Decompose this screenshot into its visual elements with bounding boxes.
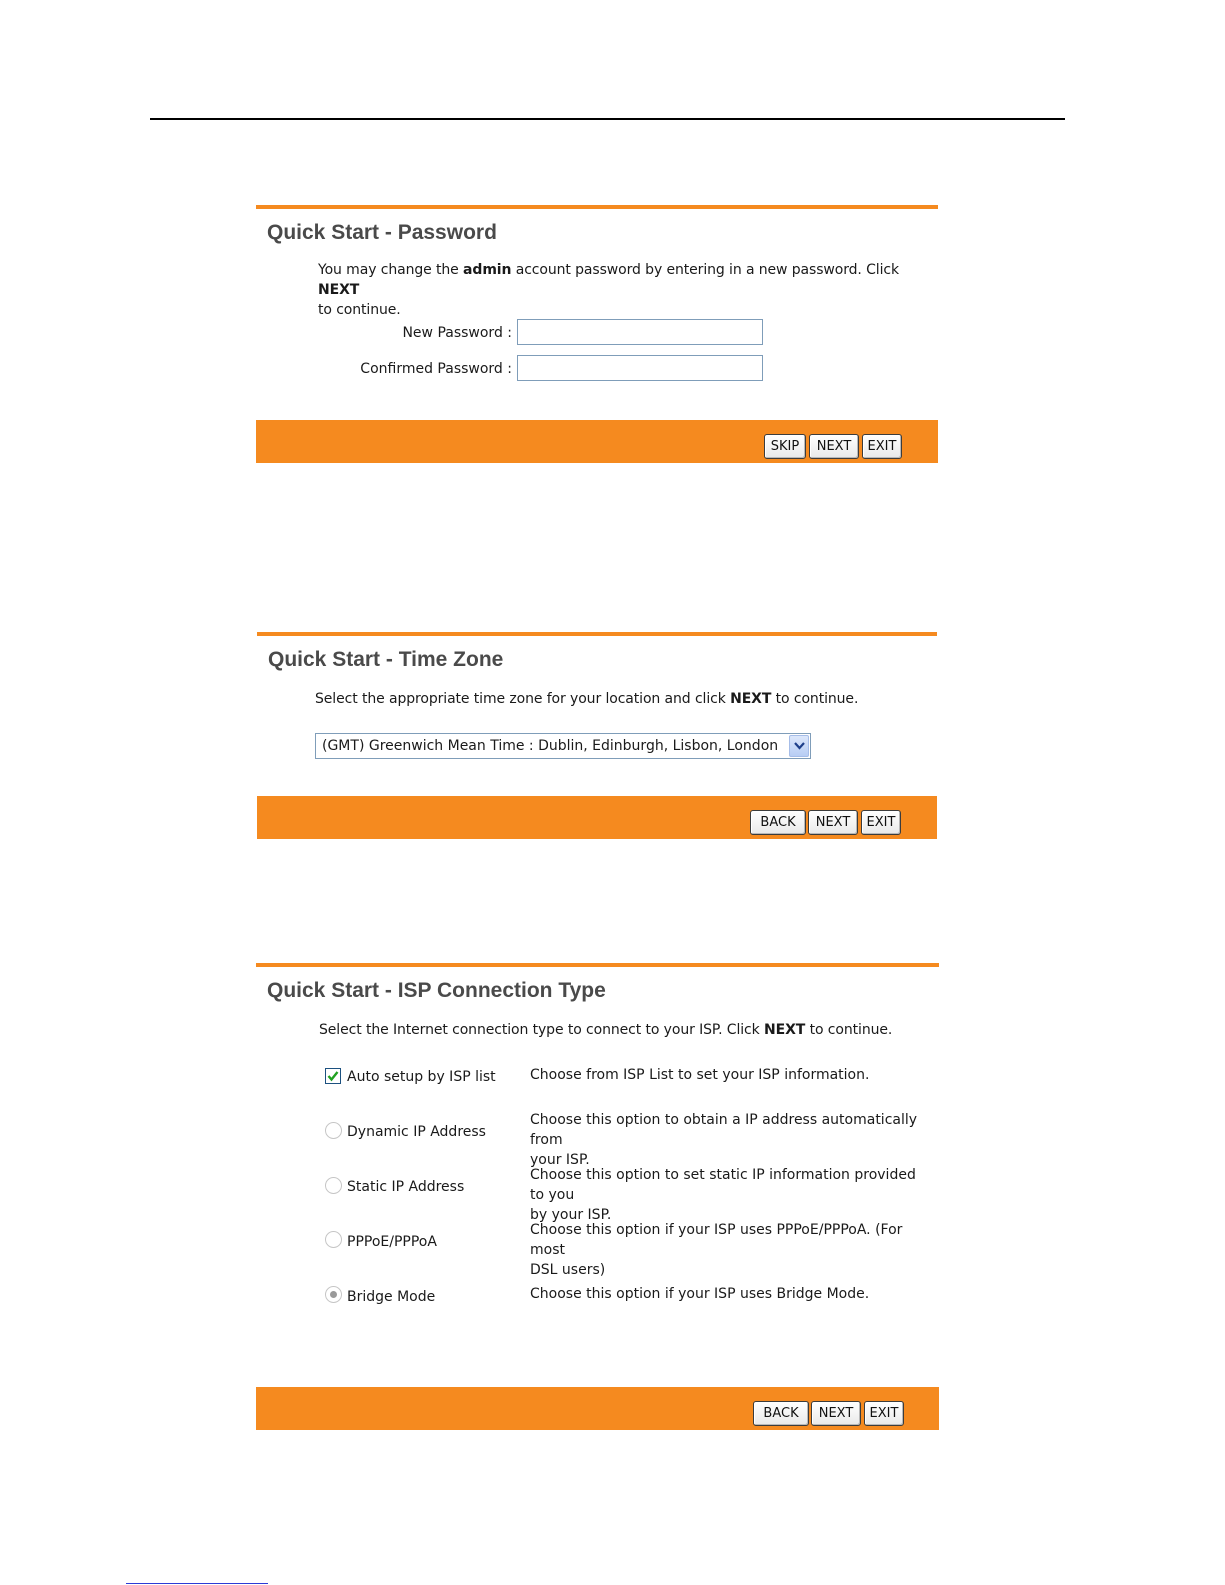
panel-top-bar <box>256 205 938 209</box>
auto-setup-checkbox[interactable] <box>325 1068 341 1084</box>
isp-panel <box>256 963 939 1430</box>
static-ip-radio[interactable] <box>325 1177 342 1194</box>
back-button[interactable]: BACK <box>750 810 806 835</box>
panel-top-bar <box>256 963 939 967</box>
password-panel <box>256 205 938 463</box>
next-button[interactable]: NEXT <box>811 1401 861 1426</box>
pppoe-desc: Choose this option if your ISP uses PPPoE/PPPoA. (For most DSL users) <box>530 1222 903 1278</box>
skip-button[interactable]: SKIP <box>764 434 806 459</box>
footer-link-underline <box>126 1583 268 1584</box>
checkmark-icon <box>327 1070 339 1082</box>
confirm-password-input[interactable] <box>517 355 763 381</box>
next-button[interactable]: NEXT <box>809 434 859 459</box>
dynamic-ip-radio[interactable] <box>325 1122 342 1139</box>
isp-intro: Select the Internet connection type to connect to your ISP. Click NEXT to continue. <box>319 1022 893 1038</box>
exit-button[interactable]: EXIT <box>864 1401 904 1426</box>
static-ip-label: Static IP Address <box>347 1179 465 1195</box>
pppoe-label: PPPoE/PPPoA <box>347 1234 437 1250</box>
confirm-password-label: Confirmed Password : <box>360 361 512 377</box>
auto-setup-label: Auto setup by ISP list <box>347 1069 496 1085</box>
static-ip-desc: Choose this option to set static IP information provided to you by your ISP. <box>530 1167 916 1223</box>
timezone-intro: Select the appropriate time zone for your location and click NEXT to continue. <box>315 691 859 707</box>
next-button[interactable]: NEXT <box>808 810 858 835</box>
bridge-mode-radio[interactable] <box>325 1286 342 1303</box>
new-password-label: New Password : <box>402 325 512 341</box>
chevron-down-icon <box>794 742 805 750</box>
pppoe-radio[interactable] <box>325 1231 342 1248</box>
bridge-mode-label: Bridge Mode <box>347 1289 436 1305</box>
timezone-select-value: (GMT) Greenwich Mean Time : Dublin, Edinburgh, Lisbon, London <box>322 738 779 754</box>
timezone-panel <box>257 632 937 839</box>
timezone-select[interactable] <box>315 733 811 759</box>
password-panel-footer <box>256 420 938 463</box>
dynamic-ip-desc: Choose this option to obtain a IP address automatically from your ISP. <box>530 1112 918 1168</box>
password-panel-title: Quick Start - Password <box>267 221 497 244</box>
dynamic-ip-label: Dynamic IP Address <box>347 1124 486 1140</box>
new-password-input[interactable] <box>517 319 763 345</box>
isp-panel-title: Quick Start - ISP Connection Type <box>267 979 606 1002</box>
password-intro: You may change the admin account password by entering in a new password. Click NEXT to continue. <box>318 262 899 318</box>
timezone-panel-footer <box>257 796 937 839</box>
timezone-panel-title: Quick Start - Time Zone <box>268 648 504 671</box>
isp-panel-footer <box>256 1387 939 1430</box>
exit-button[interactable]: EXIT <box>862 434 902 459</box>
back-button[interactable]: BACK <box>753 1401 809 1426</box>
dropdown-arrow[interactable] <box>789 735 809 757</box>
exit-button[interactable]: EXIT <box>861 810 901 835</box>
page-top-rule <box>150 118 1065 120</box>
bridge-mode-desc: Choose this option if your ISP uses Bridge Mode. <box>530 1286 870 1302</box>
panel-top-bar <box>257 632 937 636</box>
auto-setup-desc: Choose from ISP List to set your ISP information. <box>530 1067 870 1083</box>
